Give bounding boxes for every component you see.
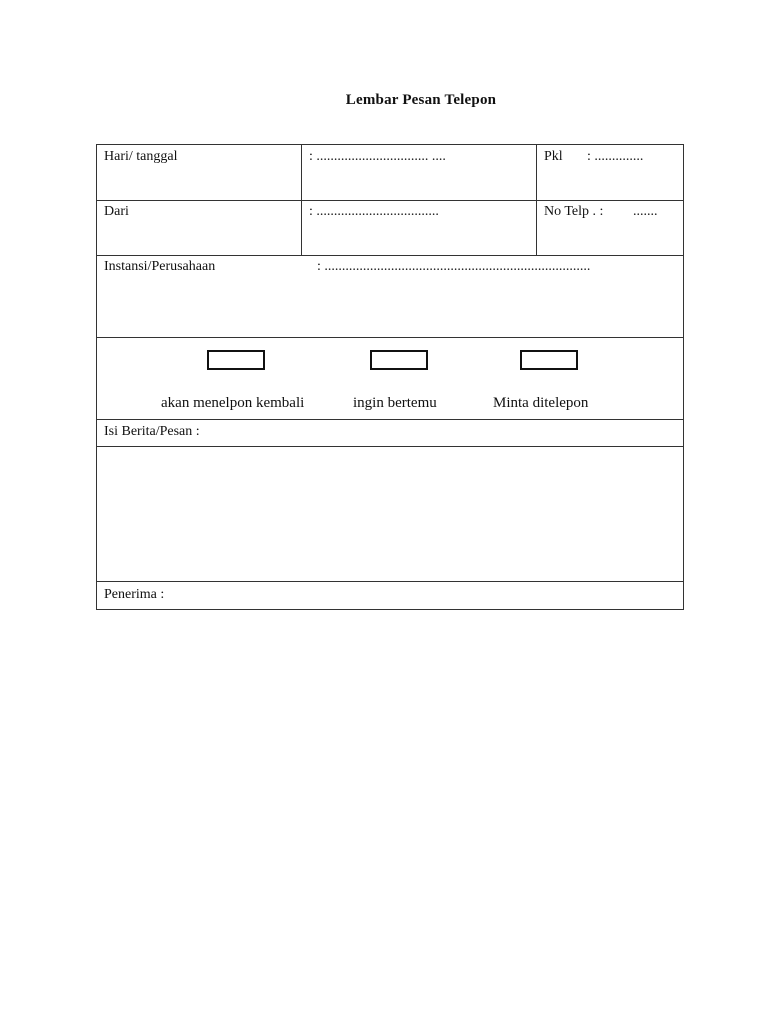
row-divider	[97, 200, 683, 201]
company-field[interactable]: : ............................................................................	[317, 259, 591, 274]
phone-label: No Telp . :	[544, 204, 604, 219]
option-checkbox-meet[interactable]	[370, 350, 428, 370]
row-divider	[97, 581, 683, 582]
phone-message-form	[96, 144, 684, 610]
option-label-call-request: Minta ditelepon	[493, 395, 589, 411]
row-divider	[97, 419, 683, 420]
from-field[interactable]: : ...................................	[309, 204, 439, 219]
page-title: Lembar Pesan Telepon	[345, 92, 497, 108]
option-checkbox-call-request[interactable]	[520, 350, 578, 370]
option-label-meet: ingin bertemu	[353, 395, 437, 411]
column-divider	[536, 145, 537, 255]
column-divider	[301, 145, 302, 255]
company-label: Instansi/Perusahaan	[104, 259, 216, 274]
message-area[interactable]	[97, 447, 683, 581]
time-field[interactable]: : ..............	[587, 149, 644, 164]
date-label: Hari/ tanggal	[104, 149, 178, 164]
date-field[interactable]: : ................................ ....	[309, 149, 446, 164]
from-label: Dari	[104, 204, 129, 219]
row-divider	[97, 337, 683, 338]
time-label: Pkl	[544, 149, 563, 164]
message-label: Isi Berita/Pesan :	[104, 424, 200, 439]
phone-field[interactable]: .......	[633, 204, 658, 219]
option-checkbox-call-back[interactable]	[207, 350, 265, 370]
option-label-call-back: akan menelpon kembali	[161, 395, 305, 411]
row-divider	[97, 255, 683, 256]
receiver-label: Penerima :	[104, 587, 165, 602]
